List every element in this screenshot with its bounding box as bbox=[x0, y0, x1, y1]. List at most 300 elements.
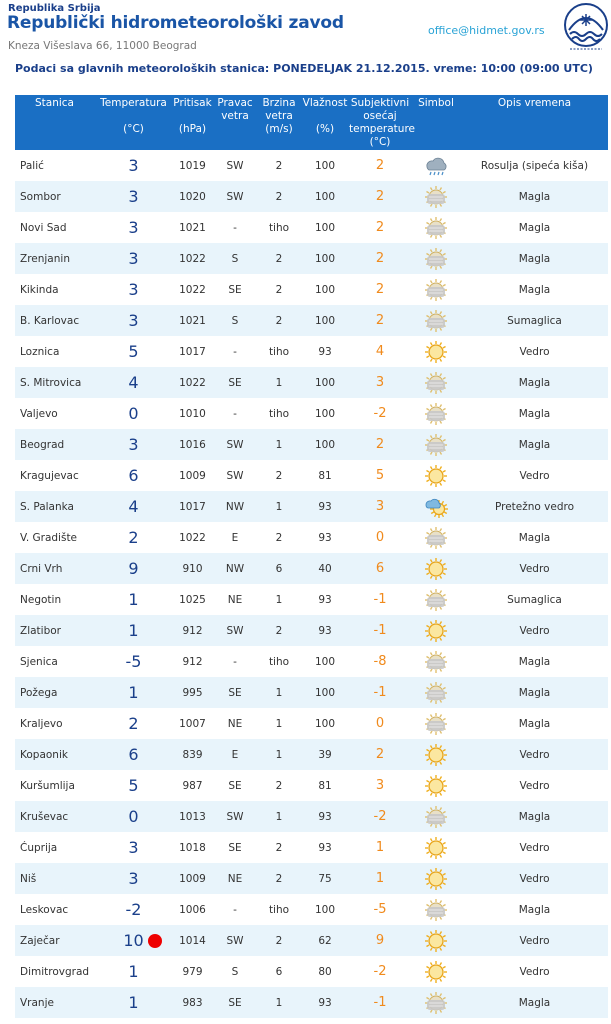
humidity-cell bbox=[301, 460, 349, 491]
fog-icon bbox=[424, 526, 448, 550]
symbol-cell bbox=[411, 460, 461, 491]
temperature-cell bbox=[95, 429, 172, 460]
description-value: Magla bbox=[518, 221, 551, 234]
description-value: Magla bbox=[518, 686, 551, 699]
wind-direction-value: SE bbox=[228, 376, 242, 389]
wind-speed-cell bbox=[257, 925, 301, 956]
humidity-value: 100 bbox=[314, 407, 336, 420]
temperature-value: 3 bbox=[128, 435, 139, 454]
description-value: Magla bbox=[518, 190, 551, 203]
pressure-value: 1021 bbox=[179, 221, 206, 234]
wind-direction-cell bbox=[213, 584, 257, 615]
wind-direction-value: - bbox=[233, 345, 237, 358]
feels-like-cell bbox=[349, 925, 411, 956]
wind-speed-value: 1 bbox=[275, 438, 283, 451]
feels-like-cell bbox=[349, 212, 411, 243]
humidity-cell bbox=[301, 150, 349, 181]
table-row bbox=[15, 212, 608, 243]
email-link[interactable]: office@hidmet.gov.rs bbox=[428, 24, 545, 37]
wind-direction-value: SE bbox=[228, 996, 242, 1009]
wind-speed-cell bbox=[257, 553, 301, 584]
temperature-value: 3 bbox=[128, 218, 139, 237]
temperature-cell bbox=[95, 987, 172, 1018]
pressure-cell bbox=[172, 708, 213, 739]
humidity-value: 93 bbox=[318, 841, 332, 854]
humidity-cell bbox=[301, 305, 349, 336]
table-row bbox=[15, 739, 608, 770]
pressure-value: 1017 bbox=[179, 500, 206, 513]
pressure-cell bbox=[172, 336, 213, 367]
station-cell bbox=[15, 305, 95, 336]
wind-direction-value: NE bbox=[227, 593, 243, 606]
col-humidity: Vlažnost (%) bbox=[301, 95, 349, 150]
symbol-cell bbox=[411, 522, 461, 553]
feels-like-cell bbox=[349, 181, 411, 212]
station-value: Loznica bbox=[20, 345, 60, 358]
wind-direction-cell bbox=[213, 894, 257, 925]
description-value: Vedro bbox=[519, 779, 550, 792]
pressure-cell bbox=[172, 863, 213, 894]
wind-speed-value: 6 bbox=[275, 562, 283, 575]
wind-speed-value: 1 bbox=[275, 376, 283, 389]
wind-speed-value: 1 bbox=[275, 717, 283, 730]
feels-like-value: 1 bbox=[375, 871, 385, 886]
feels-like-value: 0 bbox=[375, 530, 385, 545]
pressure-cell bbox=[172, 398, 213, 429]
feels-like-value: 3 bbox=[375, 375, 385, 390]
humidity-value: 100 bbox=[314, 159, 336, 172]
humidity-value: 100 bbox=[314, 655, 336, 668]
wind-speed-cell bbox=[257, 956, 301, 987]
wind-direction-value: - bbox=[233, 221, 237, 234]
wind-direction-value: SE bbox=[228, 779, 242, 792]
sun-icon bbox=[424, 867, 448, 891]
feels-like-cell bbox=[349, 150, 411, 181]
description-value: Rosulja (sipeća kiša) bbox=[480, 159, 589, 172]
pressure-cell bbox=[172, 305, 213, 336]
wind-direction-value: S bbox=[231, 252, 239, 265]
col-pressure: Pritisak (hPa) bbox=[172, 95, 213, 150]
wind-direction-cell bbox=[213, 553, 257, 584]
station-value: Zrenjanin bbox=[20, 252, 70, 265]
table-row bbox=[15, 429, 608, 460]
col-feels-like: Subjektivni osećaj temperature (°C) bbox=[349, 97, 415, 148]
wind-speed-cell bbox=[257, 305, 301, 336]
feels-like-cell bbox=[349, 491, 411, 522]
station-cell bbox=[15, 491, 95, 522]
feels-like-value: 3 bbox=[375, 499, 385, 514]
wind-speed-value: 2 bbox=[275, 159, 283, 172]
table-row bbox=[15, 150, 608, 181]
wind-direction-cell bbox=[213, 181, 257, 212]
feels-like-value: -1 bbox=[373, 685, 387, 700]
pressure-value: 1022 bbox=[179, 531, 206, 544]
wind-direction-cell bbox=[213, 615, 257, 646]
humidity-cell bbox=[301, 367, 349, 398]
humidity-value: 100 bbox=[314, 903, 336, 916]
wind-speed-cell bbox=[257, 460, 301, 491]
station-value: Novi Sad bbox=[20, 221, 67, 234]
description-cell bbox=[461, 398, 608, 429]
temperature-value: 10 bbox=[123, 931, 144, 950]
col-description: Opis vremena bbox=[461, 95, 608, 150]
humidity-cell bbox=[301, 739, 349, 770]
wind-direction-value: - bbox=[233, 407, 237, 420]
temperature-value: 0 bbox=[128, 807, 139, 826]
humidity-cell bbox=[301, 925, 349, 956]
table-row bbox=[15, 801, 608, 832]
wind-direction-cell bbox=[213, 770, 257, 801]
institute-title[interactable]: Republički hidrometeorološki zavod bbox=[7, 13, 344, 33]
temperature-value: 4 bbox=[128, 373, 139, 392]
feels-like-cell bbox=[349, 336, 411, 367]
pressure-value: 1006 bbox=[179, 903, 206, 916]
temperature-cell bbox=[95, 894, 172, 925]
wind-speed-cell bbox=[257, 181, 301, 212]
rhmz-logo-icon[interactable] bbox=[562, 2, 610, 54]
station-cell bbox=[15, 429, 95, 460]
wind-direction-value: NE bbox=[227, 872, 243, 885]
wind-speed-cell bbox=[257, 150, 301, 181]
humidity-cell bbox=[301, 677, 349, 708]
pressure-value: 1018 bbox=[179, 841, 206, 854]
pressure-cell bbox=[172, 925, 213, 956]
feels-like-value: 2 bbox=[375, 220, 385, 235]
humidity-value: 100 bbox=[314, 252, 336, 265]
feels-like-cell bbox=[349, 770, 411, 801]
description-value: Magla bbox=[518, 376, 551, 389]
fog-icon bbox=[424, 216, 448, 240]
pressure-value: 987 bbox=[182, 779, 203, 792]
sun-icon bbox=[424, 619, 448, 643]
description-cell bbox=[461, 832, 608, 863]
wind-direction-cell bbox=[213, 801, 257, 832]
feels-like-cell bbox=[349, 987, 411, 1018]
symbol-cell bbox=[411, 770, 461, 801]
humidity-cell bbox=[301, 336, 349, 367]
temperature-cell bbox=[95, 460, 172, 491]
wind-direction-cell bbox=[213, 212, 257, 243]
temperature-value: 3 bbox=[128, 869, 139, 888]
feels-like-cell bbox=[349, 894, 411, 925]
wind-direction-cell bbox=[213, 987, 257, 1018]
feels-like-cell bbox=[349, 956, 411, 987]
wind-direction-cell bbox=[213, 367, 257, 398]
symbol-cell bbox=[411, 212, 461, 243]
temperature-cell bbox=[95, 739, 172, 770]
temperature-cell bbox=[95, 181, 172, 212]
feels-like-value: -1 bbox=[373, 592, 387, 607]
station-value: Leskovac bbox=[20, 903, 69, 916]
temperature-value: 3 bbox=[128, 249, 139, 268]
station-cell bbox=[15, 987, 95, 1018]
feels-like-cell bbox=[349, 739, 411, 770]
symbol-cell bbox=[411, 553, 461, 584]
wind-speed-cell bbox=[257, 832, 301, 863]
table-row bbox=[15, 925, 608, 956]
wind-speed-value: 2 bbox=[275, 531, 283, 544]
table-row bbox=[15, 646, 608, 677]
description-value: Vedro bbox=[519, 841, 550, 854]
temperature-cell bbox=[95, 150, 172, 181]
symbol-cell bbox=[411, 739, 461, 770]
wind-speed-cell bbox=[257, 274, 301, 305]
symbol-cell bbox=[411, 243, 461, 274]
humidity-value: 100 bbox=[314, 376, 336, 389]
humidity-cell bbox=[301, 398, 349, 429]
station-value: Niš bbox=[20, 872, 37, 885]
feels-like-value: 1 bbox=[375, 840, 385, 855]
humidity-cell bbox=[301, 274, 349, 305]
temperature-cell bbox=[95, 801, 172, 832]
humidity-value: 100 bbox=[314, 221, 336, 234]
temperature-cell bbox=[95, 832, 172, 863]
description-cell bbox=[461, 584, 608, 615]
humidity-value: 75 bbox=[318, 872, 332, 885]
wind-speed-value: 6 bbox=[275, 965, 283, 978]
temperature-cell bbox=[95, 491, 172, 522]
symbol-cell bbox=[411, 150, 461, 181]
station-cell bbox=[15, 646, 95, 677]
wind-speed-cell bbox=[257, 243, 301, 274]
wind-direction-cell bbox=[213, 863, 257, 894]
wind-direction-cell bbox=[213, 429, 257, 460]
table-row bbox=[15, 677, 608, 708]
feels-like-cell bbox=[349, 708, 411, 739]
wind-speed-cell bbox=[257, 801, 301, 832]
feels-like-value: 2 bbox=[375, 437, 385, 452]
symbol-cell bbox=[411, 894, 461, 925]
sun-icon bbox=[424, 743, 448, 767]
station-cell bbox=[15, 460, 95, 491]
station-value: Kragujevac bbox=[20, 469, 79, 482]
table-row bbox=[15, 181, 608, 212]
wind-direction-cell bbox=[213, 305, 257, 336]
temperature-cell bbox=[95, 956, 172, 987]
pressure-cell bbox=[172, 832, 213, 863]
symbol-cell bbox=[411, 429, 461, 460]
feels-like-value: 9 bbox=[375, 933, 385, 948]
wind-speed-cell bbox=[257, 739, 301, 770]
sun-icon bbox=[424, 340, 448, 364]
station-cell bbox=[15, 832, 95, 863]
feels-like-value: -2 bbox=[373, 964, 387, 979]
mist-icon bbox=[424, 309, 448, 333]
humidity-value: 40 bbox=[318, 562, 332, 575]
symbol-cell bbox=[411, 336, 461, 367]
symbol-cell bbox=[411, 181, 461, 212]
humidity-value: 100 bbox=[314, 717, 336, 730]
wind-direction-cell bbox=[213, 398, 257, 429]
humidity-cell bbox=[301, 584, 349, 615]
temperature-cell bbox=[95, 274, 172, 305]
symbol-cell bbox=[411, 584, 461, 615]
wind-direction-cell bbox=[213, 243, 257, 274]
table-row bbox=[15, 956, 608, 987]
station-value: Zaječar bbox=[20, 934, 60, 947]
pressure-value: 1022 bbox=[179, 283, 206, 296]
description-value: Magla bbox=[518, 438, 551, 451]
station-value: Ćuprija bbox=[20, 841, 58, 854]
pressure-value: 1014 bbox=[179, 934, 206, 947]
humidity-cell bbox=[301, 708, 349, 739]
table-row bbox=[15, 584, 608, 615]
temperature-value: 1 bbox=[128, 621, 139, 640]
wind-direction-value: SW bbox=[226, 469, 244, 482]
wind-speed-value: 2 bbox=[275, 252, 283, 265]
symbol-cell bbox=[411, 925, 461, 956]
station-cell bbox=[15, 677, 95, 708]
table-header-row bbox=[15, 95, 608, 150]
symbol-cell bbox=[411, 708, 461, 739]
temperature-value: -2 bbox=[125, 900, 142, 919]
temperature-cell bbox=[95, 615, 172, 646]
max-temperature-marker-icon bbox=[148, 934, 162, 948]
table-row bbox=[15, 522, 608, 553]
symbol-cell bbox=[411, 274, 461, 305]
wind-direction-value: - bbox=[233, 903, 237, 916]
station-cell bbox=[15, 615, 95, 646]
pressure-cell bbox=[172, 150, 213, 181]
description-cell bbox=[461, 522, 608, 553]
table-row bbox=[15, 770, 608, 801]
humidity-cell bbox=[301, 243, 349, 274]
pressure-value: 1025 bbox=[179, 593, 206, 606]
temperature-value: 1 bbox=[128, 590, 139, 609]
description-value: Magla bbox=[518, 283, 551, 296]
wind-speed-value: 2 bbox=[275, 624, 283, 637]
wind-direction-value: NW bbox=[225, 562, 245, 575]
station-value: S. Palanka bbox=[20, 500, 74, 513]
temperature-value: 2 bbox=[128, 528, 139, 547]
pressure-value: 910 bbox=[182, 562, 203, 575]
temperature-value: 1 bbox=[128, 993, 139, 1012]
feels-like-value: 6 bbox=[375, 561, 385, 576]
temperature-cell bbox=[95, 863, 172, 894]
temperature-value: 6 bbox=[128, 466, 139, 485]
station-cell bbox=[15, 708, 95, 739]
temperature-value: 5 bbox=[128, 342, 139, 361]
table-row bbox=[15, 708, 608, 739]
description-value: Magla bbox=[518, 810, 551, 823]
description-cell bbox=[461, 894, 608, 925]
fog-icon bbox=[424, 371, 448, 395]
pressure-cell bbox=[172, 522, 213, 553]
pressure-value: 839 bbox=[182, 748, 203, 761]
feels-like-value: -2 bbox=[373, 406, 387, 421]
description-cell bbox=[461, 367, 608, 398]
temperature-value: 5 bbox=[128, 776, 139, 795]
description-value: Vedro bbox=[519, 345, 550, 358]
wind-speed-value: 1 bbox=[275, 500, 283, 513]
wind-direction-value: S bbox=[231, 314, 239, 327]
wind-direction-cell bbox=[213, 460, 257, 491]
pressure-cell bbox=[172, 894, 213, 925]
pressure-value: 1010 bbox=[179, 407, 206, 420]
fog-icon bbox=[424, 185, 448, 209]
description-value: Vedro bbox=[519, 934, 550, 947]
wind-direction-value: SW bbox=[226, 934, 244, 947]
station-value: Crni Vrh bbox=[20, 562, 63, 575]
feels-like-value: 2 bbox=[375, 747, 385, 762]
pressure-cell bbox=[172, 987, 213, 1018]
wind-speed-value: 1 bbox=[275, 810, 283, 823]
pressure-value: 1007 bbox=[179, 717, 206, 730]
pressure-value: 1019 bbox=[179, 159, 206, 172]
sun-icon bbox=[424, 464, 448, 488]
pressure-cell bbox=[172, 646, 213, 677]
table-row bbox=[15, 398, 608, 429]
table-row bbox=[15, 367, 608, 398]
wind-speed-value: tiho bbox=[268, 903, 290, 916]
wind-speed-value: 2 bbox=[275, 283, 283, 296]
description-cell bbox=[461, 677, 608, 708]
station-value: Požega bbox=[20, 686, 58, 699]
station-cell bbox=[15, 150, 95, 181]
table-row bbox=[15, 305, 608, 336]
temperature-cell bbox=[95, 553, 172, 584]
wind-direction-value: NE bbox=[227, 717, 243, 730]
wind-speed-cell bbox=[257, 987, 301, 1018]
wind-direction-cell bbox=[213, 336, 257, 367]
fog-icon bbox=[424, 898, 448, 922]
description-cell bbox=[461, 274, 608, 305]
col-wind-direction: Pravac vetra bbox=[213, 95, 257, 150]
humidity-value: 100 bbox=[314, 283, 336, 296]
pressure-cell bbox=[172, 181, 213, 212]
feels-like-value: 0 bbox=[375, 716, 385, 731]
pressure-cell bbox=[172, 274, 213, 305]
humidity-value: 93 bbox=[318, 810, 332, 823]
description-value: Vedro bbox=[519, 872, 550, 885]
symbol-cell bbox=[411, 801, 461, 832]
temperature-cell bbox=[95, 336, 172, 367]
wind-speed-cell bbox=[257, 336, 301, 367]
station-value: Sombor bbox=[20, 190, 61, 203]
station-cell bbox=[15, 894, 95, 925]
humidity-value: 93 bbox=[318, 624, 332, 637]
feels-like-cell bbox=[349, 367, 411, 398]
description-value: Magla bbox=[518, 903, 551, 916]
pressure-cell bbox=[172, 460, 213, 491]
humidity-cell bbox=[301, 429, 349, 460]
station-value: Dimitrovgrad bbox=[20, 965, 90, 978]
station-cell bbox=[15, 801, 95, 832]
description-cell bbox=[461, 150, 608, 181]
fog-icon bbox=[424, 650, 448, 674]
description-cell bbox=[461, 212, 608, 243]
feels-like-value: 2 bbox=[375, 282, 385, 297]
table-row bbox=[15, 460, 608, 491]
description-value: Vedro bbox=[519, 748, 550, 761]
temperature-cell bbox=[95, 677, 172, 708]
description-cell bbox=[461, 863, 608, 894]
description-cell bbox=[461, 925, 608, 956]
temperature-value: 4 bbox=[128, 497, 139, 516]
symbol-cell bbox=[411, 987, 461, 1018]
table-row bbox=[15, 615, 608, 646]
wind-speed-cell bbox=[257, 398, 301, 429]
wind-speed-cell bbox=[257, 522, 301, 553]
station-cell bbox=[15, 925, 95, 956]
pressure-cell bbox=[172, 739, 213, 770]
description-cell bbox=[461, 770, 608, 801]
pressure-cell bbox=[172, 212, 213, 243]
wind-direction-value: SW bbox=[226, 810, 244, 823]
symbol-cell bbox=[411, 646, 461, 677]
pressure-cell bbox=[172, 956, 213, 987]
pressure-value: 912 bbox=[182, 655, 203, 668]
